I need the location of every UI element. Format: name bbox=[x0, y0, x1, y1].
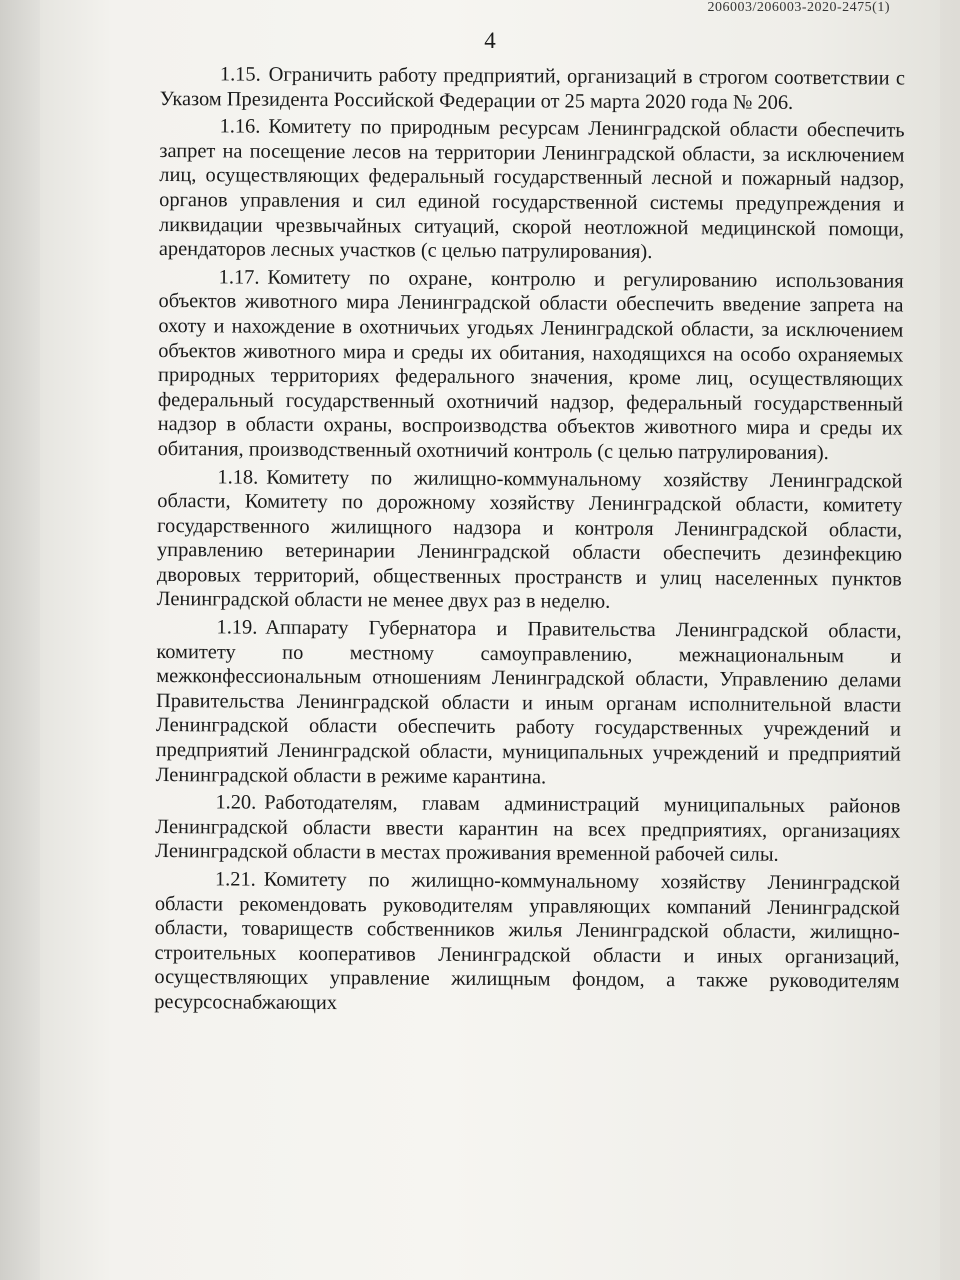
paragraph-1-15 bbox=[160, 62, 905, 116]
paragraph-1-16 bbox=[159, 114, 905, 266]
paragraph-number: 1.17. bbox=[218, 266, 260, 289]
document-body bbox=[154, 62, 905, 1022]
paragraph-number: 1.19. bbox=[216, 616, 258, 639]
paragraph-number: 1.15. bbox=[219, 63, 261, 86]
paragraph-number: 1.16. bbox=[219, 115, 261, 138]
paragraph-number: 1.20. bbox=[215, 791, 257, 814]
paragraph-1-17 bbox=[158, 265, 904, 466]
paragraph-1-21 bbox=[154, 867, 900, 1019]
paragraph-text: Комитету по природным ресурсам Ленинградской области обеспечить запрет на посещение лесов на территории Ленинградской области, за исключением лиц, осуществляющих федеральный государственный лесной и пожарный надзор, органов управления и сил единой государственной системы предупреждения и ликвидации чрезвычайных ситуаций, скорой неотложной медицинской помощи, арендаторов лесных участков (с целью патрулирования). bbox=[158, 115, 905, 264]
paragraph-number: 1.21. bbox=[214, 868, 256, 891]
page-number: 4 bbox=[484, 28, 496, 53]
paragraph-text: Комитету по жилищно-коммунальному хозяйству Ленинградской области, Комитету по дорожному хозяйству Ленинградской области, комитету государственного жилищного надзора и контроля Ленинградской области, управлению ветеринарии Ленинградской области обеспечить дезинфекцию дворовых территорий, общественных пространств и улиц населенных пунктов Ленинградской области не менее двух раз в неделю. bbox=[156, 466, 903, 614]
paragraph-1-18 bbox=[157, 464, 903, 616]
paragraph-1-19 bbox=[156, 615, 902, 792]
paragraph-text: Аппарату Губернатора и Правительства Ленинградской области, комитету по местному самоуправлению, межнациональным и межконфессиональным отношениям Ленинградской области, Управлению делами Правительства Ленинградской области и иным органам исполнительной власти Ленинградской области обеспечить работу государственных учреждений и предприятий Ленинградской области, муниципальных учреждений и предприятий Ленинградской области в режиме карантина. bbox=[155, 616, 902, 788]
paragraph-number: 1.18. bbox=[217, 465, 259, 489]
paragraph-text: Ограничить работу предприятий, организаций в строгом соответствии с Указом Президента Российской Федерации от 25 марта 2020 года № 206. bbox=[159, 63, 905, 114]
document-page bbox=[40, 0, 940, 1280]
paragraph-text: Комитету по охране, контролю и регулированию использования объектов животного мира Ленинградской области обеспечить введение запрета на охоту и нахождение в охотничьих угодьях Ленинградской области, за исключением объектов животного мира и среды их обитания, находящихся на особо охраняемых природных территориях федерального значения, кроме лиц, осуществляющих федеральный государственный охотничий надзор, федеральный государственный надзор в области охраны, воспроизводства объектов животного мира и среды их обитания, производственный охотничий контроль (с целью патрулирования). bbox=[157, 266, 904, 464]
paragraph-text: Комитету по жилищно-коммунальному хозяйству Ленинградской области рекомендовать руководителям управляющих компаний Ленинградской области, товариществ собственников жилья Ленинградской области, жилищно-строительных кооперативов Ленинградской области и иных организаций, осуществляющих управление жилищным фондом, а также руководителям ресурсоснабжающих bbox=[154, 868, 901, 1015]
document-registration-code: 206003/206003-2020-2475(1) bbox=[707, 0, 890, 15]
paragraph-text: Работодателям, главам администраций муниципальных районов Ленинградской области ввести карантин на всех предприятиях, организациях Ленинградской области в местах проживания временной рабочей силы. bbox=[155, 791, 901, 867]
paragraph-1-20 bbox=[155, 790, 900, 868]
